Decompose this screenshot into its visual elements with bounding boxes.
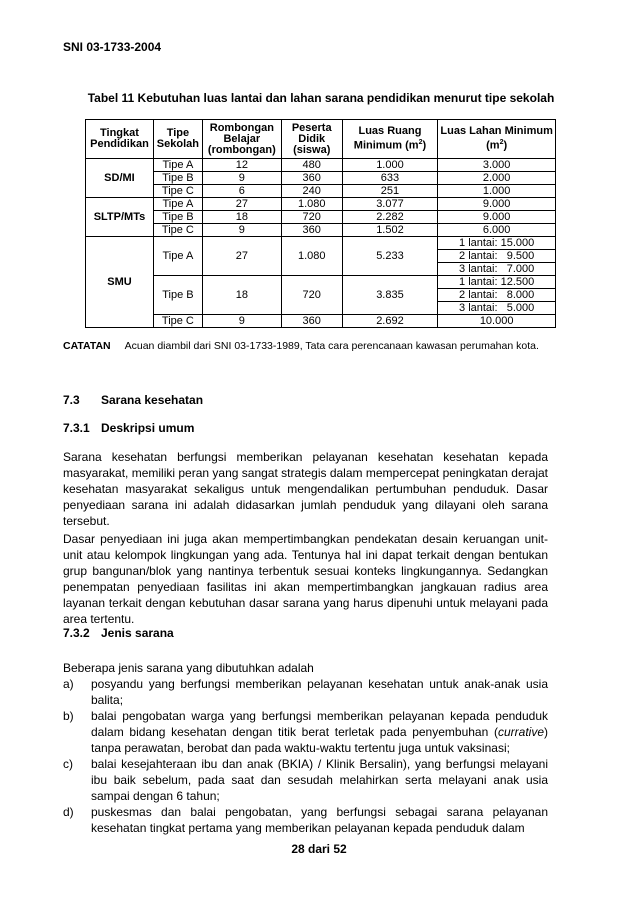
group-cell: 9 (202, 172, 281, 185)
type-cell: Tipe B (153, 172, 202, 185)
land-cell: 3.000 (438, 159, 556, 172)
table-title: Tabel 11 Kebutuhan luas lantai dan lahan sarana pendidikan menurut tipe sekolah (87, 91, 555, 105)
room-cell: 633 (342, 172, 438, 185)
type-cell: Tipe A (153, 237, 202, 276)
group-cell: 9 (202, 315, 281, 328)
group-cell: 18 (202, 211, 281, 224)
list-intro: Beberapa jenis sarana yang dibutuhkan adalah (63, 661, 314, 675)
students-cell: 720 (281, 211, 342, 224)
table-row (86, 159, 556, 172)
land-cell: 1 lantai: 15.000 (438, 237, 556, 250)
students-cell: 1.080 (281, 198, 342, 211)
note-label: CATATAN (63, 340, 111, 352)
group-cell: 27 (202, 237, 281, 276)
room-cell: 2.282 (342, 211, 438, 224)
level-cell: SLTP/MTs (86, 198, 154, 237)
room-cell: 251 (342, 185, 438, 198)
land-cell: 9.000 (438, 198, 556, 211)
land-cell: 10.000 (438, 315, 556, 328)
room-cell: 3.077 (342, 198, 438, 211)
note-text: Acuan diambil dari SNI 03-1733-1989, Tata cara perencanaan kawasan perumahan kota. (124, 340, 539, 352)
table-row (86, 198, 556, 211)
students-cell: 480 (281, 159, 342, 172)
room-cell: 1.000 (342, 159, 438, 172)
header-room-area: Luas Ruang Minimum $(m^2)$ (342, 120, 438, 159)
table-header-row (86, 120, 556, 159)
room-cell: 1.502 (342, 224, 438, 237)
table-row (86, 224, 556, 237)
facility-list (63, 660, 548, 836)
room-cell: 2.692 (342, 315, 438, 328)
land-cell: 9.000 (438, 211, 556, 224)
section-heading-7-3: 7.3 Sarana kesehatan (63, 393, 204, 407)
group-cell: 18 (202, 276, 281, 315)
school-facility-table (85, 119, 556, 328)
table-row (86, 185, 556, 198)
paragraph-basis: Dasar penyediaan ini juga akan mempertimbangkan pendekatan desain keruangan unit-unit atau kelompok lingkungan yang ada. Tentunya hal ini dapat terkait dengan bentukan grup bangunan/blok yang nantinya terbentuk sesuai konteks lingkungannya. Sedangkan penempatan penyediaan fasilitas ini akan mempertimbangkan jangkauan radius area layanan terkait dengan kebutuhan dasar sarana yang harus dipenuhi untuk melayani pada area tertentu. (63, 532, 548, 626)
type-cell: Tipe B (153, 276, 202, 315)
table-row (86, 237, 556, 250)
type-cell: Tipe C (153, 315, 202, 328)
land-cell: 1 lantai: 12.500 (438, 276, 556, 289)
table-note (63, 339, 548, 354)
students-cell: 360 (281, 224, 342, 237)
type-cell: Tipe A (153, 159, 202, 172)
type-cell: Tipe A (153, 198, 202, 211)
section-heading-7-3-2: 7.3.2 Jenis sarana (63, 626, 174, 640)
land-cell: 2 lantai: 8.000 (438, 289, 556, 302)
type-cell: Tipe C (153, 185, 202, 198)
header-level: Tingkat Pendidikan (86, 120, 154, 159)
land-cell: 1.000 (438, 185, 556, 198)
group-cell: 12 (202, 159, 281, 172)
list-item: b) balai pengobatan warga yang berfungsi memberikan pelayanan kepada penduduk dalam bidang kesehatan dengan titik berat terletak pada penyembuhan (currative) tanpa perawatan, berobat dan pada waktu-waktu tertentu juga untuk vaksinasi; (63, 709, 548, 755)
students-cell: 360 (281, 315, 342, 328)
room-cell: 3.835 (342, 276, 438, 315)
group-cell: 9 (202, 224, 281, 237)
level-cell: SMU (86, 237, 154, 328)
land-cell: 2 lantai: 9.500 (438, 250, 556, 263)
list-item: c) balai kesejahteraan ibu dan anak (BKIA) / Klinik Bersalin), yang berfungsi melayani ibu baik sebelum, pada saat dan sesudah melahirkan serta melayani anak usia sampai dengan 6 tahun; (63, 757, 548, 803)
table-row (86, 172, 556, 185)
room-cell: 5.233 (342, 237, 438, 276)
land-cell: 2.000 (438, 172, 556, 185)
level-cell: SD/MI (86, 159, 154, 198)
table-row (86, 315, 556, 328)
page-number: 28 dari 52 (291, 842, 347, 856)
land-cell: 3 lantai: 5.000 (438, 302, 556, 315)
list-item: d) puskesmas dan balai pengobatan, yang berfungsi sebagai sarana pelayanan kesehatan tingkat pertama yang memberikan pelayanan kepada penduduk dalam (63, 805, 548, 835)
students-cell: 1.080 (281, 237, 342, 276)
type-cell: Tipe C (153, 224, 202, 237)
header-group: Rombongan Belajar (rombongan) (202, 120, 281, 159)
header-land-area: Luas Lahan Minimum $(m^2)$ (438, 120, 556, 159)
students-cell: 360 (281, 172, 342, 185)
header-students: Peserta Didik (siswa) (281, 120, 342, 159)
paragraph-description: Sarana kesehatan berfungsi memberikan pelayanan kesehatan kesehatan kepada masyarakat, memiliki peran yang sangat strategis dalam mempercepat peningkatan derajat kesehatan masyarakat sekaligus untuk mengendalikan pertumbuhan penduduk. Dasar penyediaan sarana ini adalah didasarkan jumlah penduduk yang dilayani oleh sarana tersebut. (63, 450, 548, 528)
table-row (86, 211, 556, 224)
document-code: SNI 03-1733-2004 (63, 40, 162, 54)
students-cell: 720 (281, 276, 342, 315)
land-cell: 6.000 (438, 224, 556, 237)
header-type: Tipe Sekolah (153, 120, 202, 159)
land-cell: 3 lantai: 7.000 (438, 263, 556, 276)
table-row (86, 276, 556, 289)
group-cell: 27 (202, 198, 281, 211)
list-item: a) posyandu yang berfungsi memberikan pelayanan kesehatan untuk anak-anak usia balita; (63, 677, 548, 707)
students-cell: 240 (281, 185, 342, 198)
section-heading-7-3-1: 7.3.1 Deskripsi umum (63, 421, 195, 435)
group-cell: 6 (202, 185, 281, 198)
type-cell: Tipe B (153, 211, 202, 224)
